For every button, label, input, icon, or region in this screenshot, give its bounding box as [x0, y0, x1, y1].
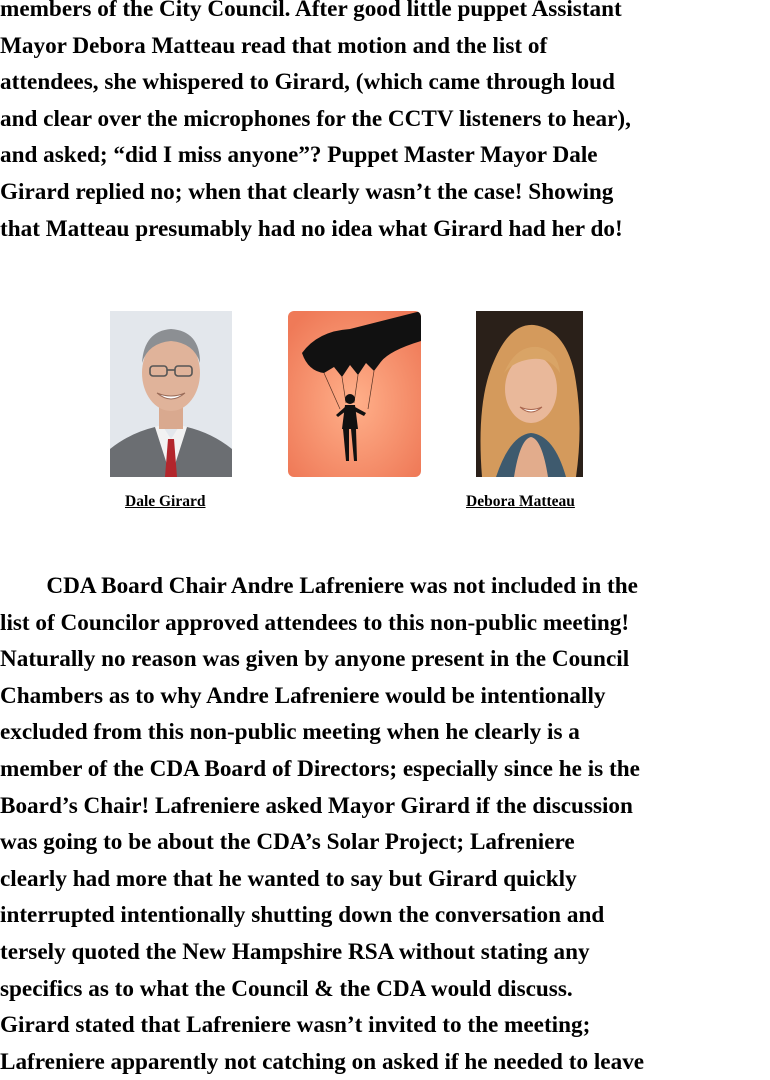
- paragraph-2-line: Girard stated that Lafreniere wasn’t invited to the meeting;: [0, 1012, 591, 1039]
- paragraph-2-line: Naturally no reason was given by anyone present in the Council: [0, 646, 630, 673]
- paragraph-2-line: member of the CDA Board of Directors; especially since he is the: [0, 755, 640, 782]
- dale-girard-caption: Dale Girard: [125, 493, 206, 510]
- paragraph-2-line: Board’s Chair! Lafreniere asked Mayor Girard if the discussion: [0, 792, 633, 819]
- debora-matteau-photo: [476, 311, 583, 477]
- paragraph-2-line: clearly had more that he wanted to say but Girard quickly: [0, 865, 577, 892]
- paragraph-1-line: Girard replied no; when that clearly wasn’t the case! Showing: [0, 178, 614, 205]
- paragraph-2-line: was going to be about the CDA’s Solar Project; Lafreniere: [0, 829, 575, 856]
- paragraph-2-line: specifics as to what the Council & the CDA would discuss.: [0, 975, 573, 1002]
- paragraph-2-line: Lafreniere apparently not catching on asked if he needed to leave: [0, 1048, 645, 1075]
- puppet-illustration: [288, 311, 421, 477]
- paragraph-1-line: and asked; “did I miss anyone”? Puppet Master Mayor Dale: [0, 142, 598, 169]
- paragraph-2: [0, 568, 770, 1080]
- paragraph-1-line: attendees, she whispered to Girard, (which came through loud: [0, 69, 615, 96]
- dale-girard-photo: [110, 311, 232, 477]
- paragraph-2-line: interrupted intentionally shutting down the conversation and: [0, 902, 605, 929]
- paragraph-2-line: list of Councilor approved attendees to this non-public meeting!: [0, 609, 630, 636]
- debora-matteau-caption: Debora Matteau: [466, 493, 575, 510]
- paragraph-2-line: CDA Board Chair Andre Lafreniere was not included in the: [0, 573, 638, 599]
- paragraph-1-line: Mayor Debora Matteau read that motion and the list of: [0, 32, 548, 59]
- paragraph-1-line: that Matteau presumably had no idea what Girard had her do!: [0, 215, 623, 242]
- paragraph-1-line: members of the City Council. After good little puppet Assistant: [0, 0, 622, 22]
- paragraph-1-line: and clear over the microphones for the CCTV listeners to hear),: [0, 105, 631, 132]
- paragraph-1: [0, 0, 770, 247]
- paragraph-2-line: excluded from this non-public meeting when he clearly is a: [0, 719, 580, 746]
- paragraph-2-line: tersely quoted the New Hampshire RSA without stating any: [0, 938, 590, 965]
- paragraph-2-line: Chambers as to why Andre Lafreniere would be intentionally: [0, 682, 606, 709]
